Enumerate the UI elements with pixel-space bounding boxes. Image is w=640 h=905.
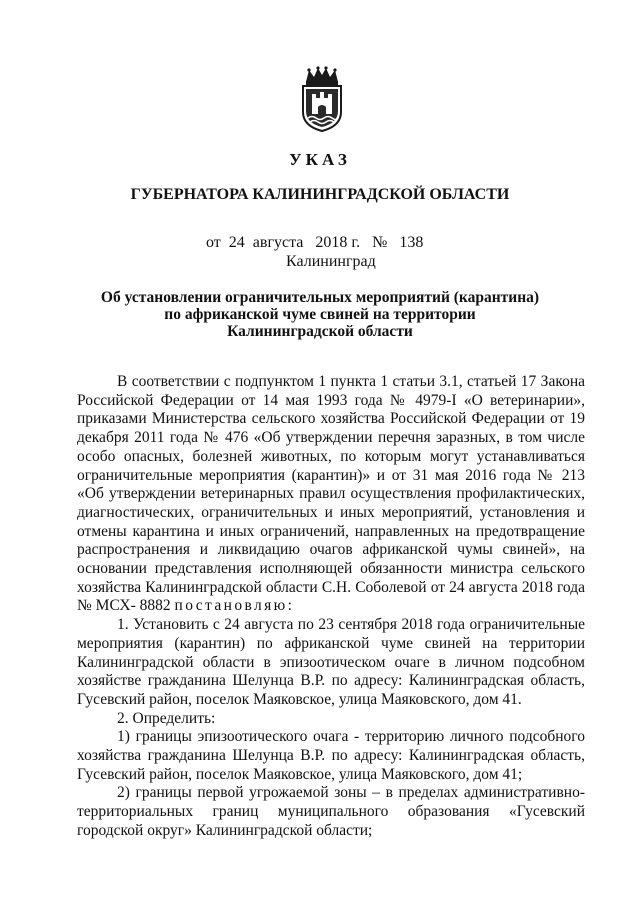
decree-body xyxy=(77,373,585,841)
item-2-1-paragraph: 1) границы эпизоотического очага - территорию личного подсобного хозяйства гражданина Шелунца В.Р. по адресу: Калининградская область, Гусевский район, поселок Маяковское, улица Маяковского, дом 41; xyxy=(77,728,585,783)
decree-keyword: постановляю: xyxy=(174,597,295,615)
date-line: от 24 августа 2018 г. № 138 xyxy=(206,234,424,251)
city-name: Калининград xyxy=(286,253,376,270)
preamble-paragraph xyxy=(77,373,585,616)
subject-line-2: по африканской чуме свиней на территории xyxy=(164,306,476,323)
item-2-2-paragraph: 2) границы первой угрожаемой зоны – в пределах административно-территориальных границ муниципального образования «Гусевский городской округ» Калининградской области; xyxy=(77,784,585,839)
subject-line-3: Калининградской области xyxy=(227,323,413,340)
decree-subject xyxy=(100,289,540,340)
document-subtitle: ГУБЕРНАТОРА КАЛИНИНГРАДСКОЙ ОБЛАСТИ xyxy=(130,186,510,203)
item-2-paragraph: 2. Определить: xyxy=(117,709,216,727)
document-title: УКАЗ xyxy=(289,150,351,169)
item-1-paragraph: 1. Установить с 24 августа по 23 сентября 2018 года ограничительные мероприятия (карантин) по африканской чуме свиней на территории Калининградской области в эпизоотическом очаге в личном подсобном хозяйстве гражданина Шелунца В.Р. по адресу: Калининградская область, Гусевский район, поселок Маяковское, улица Маяковского, дом 41. xyxy=(77,616,585,708)
coat-of-arms-icon xyxy=(297,66,347,132)
preamble-text: В соответствии с подпунктом 1 пункта 1 статьи 3.1, статьей 17 Закона Российской Федерации от 14 мая 1993 года № 4979-I «О ветеринарии», приказами Министерства сельского хозяйства Российской Федерации от 19 декабря 2011 года № 476 «Об утверждении перечня заразных, в том числе особо опасных, болезней животных, по которым могут устанавливаться ограничительные мероприятия (карантин)» и от 31 мая 2016 года № 213 «Об утверждении ветеринарных правил осуществления профилактических, диагностических, ограничительных и иных мероприятий, установления и отмены карантина и иных ограничений, направленных на предотвращение распространения и ликвидацию очагов африканской чумы свиней», на основании представления исполняющей обязанности министра сельского хозяйства Калининградской области С.Н. Соболевой от 24 августа 2018 года № МСХ- 8882 xyxy=(77,373,585,615)
subject-line-1: Об установлении ограничительных мероприятий (карантина) xyxy=(100,289,540,306)
